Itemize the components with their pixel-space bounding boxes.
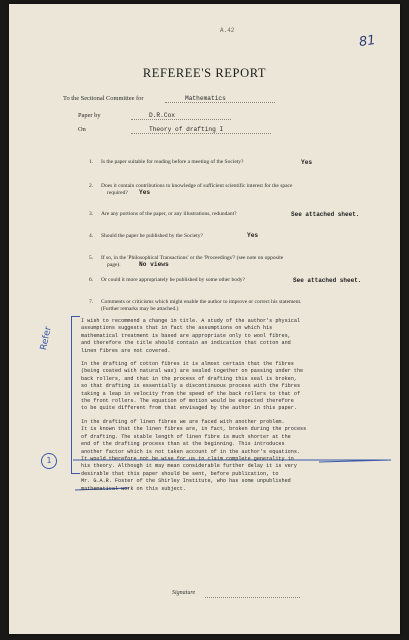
comment-line: mathematical work on this subject. (81, 485, 186, 492)
comment-paragraph-1 (81, 318, 300, 355)
comment-line: back rollers, and that in the process of drafting this seal is broken, (81, 375, 297, 382)
question-2-text-cont: required? (107, 190, 128, 196)
question-4-text: Should the paper be published by the Society? (101, 233, 203, 239)
comment-line: taking a leap in velocity from the speed of the back rollers to that of (81, 390, 301, 397)
comment-line: linen fibres are not covered. (81, 347, 171, 354)
comment-line: In the drafting of linen fibres we are faced with another problem. (81, 419, 285, 425)
comment-line: the front rollers. The equation of motion would be expected therefore (81, 398, 294, 405)
handwritten-page-number: 81 (358, 32, 377, 51)
question-4-answer: Yes (247, 232, 259, 239)
comment-paragraph-2 (81, 361, 303, 413)
question-3-answer: See attached sheet. (291, 211, 360, 218)
question-5-number: 5. (89, 255, 94, 261)
question-1-text: Is the paper suitable for reading before a meeting of the Society? (101, 159, 244, 165)
question-2-number: 2. (89, 183, 94, 189)
reference-number: A.42 (220, 27, 235, 34)
signature-line (205, 591, 300, 598)
comment-line: his theory. Although it may mean considerable further delay it is very (81, 463, 297, 470)
margin-bracket (71, 316, 80, 474)
comment-line: It is known that the linen fibres are, in fact, broken during the process (81, 426, 307, 433)
comment-line: Mr. G.A.R. Foster of the Shirley Institute, who has some unpublished (81, 478, 291, 485)
committee-label: To the Sectional Committee for (63, 95, 144, 102)
circled-number: 1 (41, 453, 57, 469)
question-2-answer: Yes (139, 189, 151, 196)
comment-line: end of the drafting process than at the beginning. This introduces (81, 441, 285, 448)
paper-by-line (131, 113, 231, 120)
comment-line: and therefore the title should contain an indication that cotton and (81, 340, 291, 347)
question-6-text: Or could it more appropriately be published by some other body? (101, 277, 245, 283)
committee-value: Mathematics (185, 95, 226, 102)
comment-line: In the drafting of cotton fibres it is almost certain that the fibres (81, 361, 294, 367)
signature-label: Signature (172, 590, 196, 596)
question-2-text: Does it contain contributions to knowledge of sufficient scientific interest for the space (101, 183, 293, 189)
question-6-number: 6. (89, 277, 94, 283)
comment-line: to be quite different from that envisaged by the author in this paper. (81, 405, 297, 412)
question-4-number: 4. (89, 233, 94, 239)
comment-line: assumptions suggests that in fact the assumptions on which his (81, 325, 273, 332)
question-7-number: 7. (89, 299, 94, 305)
question-5-answer: No views (139, 261, 169, 268)
comment-line: It would therefore not be wise for us to claim complete generality in (81, 456, 294, 463)
comment-line: mathematical treatment is based are appropriate only to wool fibres, (81, 332, 291, 339)
comment-line: (being coated with natural wax) are sealed together on passing under the (81, 368, 304, 375)
margin-note-refer: Refer (39, 325, 54, 352)
question-1-number: 1. (89, 159, 94, 165)
paper-by-label: Paper by (78, 112, 101, 119)
question-1-answer: Yes (301, 159, 313, 166)
on-value: Theory of drafting I (149, 126, 224, 133)
question-7-text: Comments or criticisms which might enable the author to improve or correct his statement. (101, 299, 302, 305)
comment-line: so that drafting is essentially a discontinuous process with the fibres (81, 383, 301, 390)
comment-line: I wish to recommend a change in title. A study of the author's physical (81, 318, 301, 324)
question-5-text: If so, in the 'Philosophical Transactions' or the 'Proceedings'? (see note on opposite (101, 255, 284, 261)
question-7-text-cont: (Further remarks may be attached.) (101, 306, 179, 312)
question-5-text-cont: page). (107, 262, 121, 268)
on-label: On (78, 126, 86, 133)
question-3-number: 3. (89, 211, 94, 217)
comment-paragraph-3 (81, 419, 306, 493)
comment-line: desirable that this paper should be sent, before publication, to (81, 470, 279, 477)
report-page (9, 4, 400, 634)
comment-line: of drafting. The stable length of linen fibre is much shorter at the (81, 433, 291, 440)
page-title: REFEREE'S REPORT (142, 66, 267, 80)
question-6-answer: See attached sheet. (293, 277, 362, 284)
comment-line: another factor which is not taken account of in the author's equations. (81, 448, 301, 455)
paper-by-value: D.R.Cox (149, 112, 175, 119)
question-3-text: Are any portions of the paper, or any illustrations, redundant? (101, 211, 237, 217)
